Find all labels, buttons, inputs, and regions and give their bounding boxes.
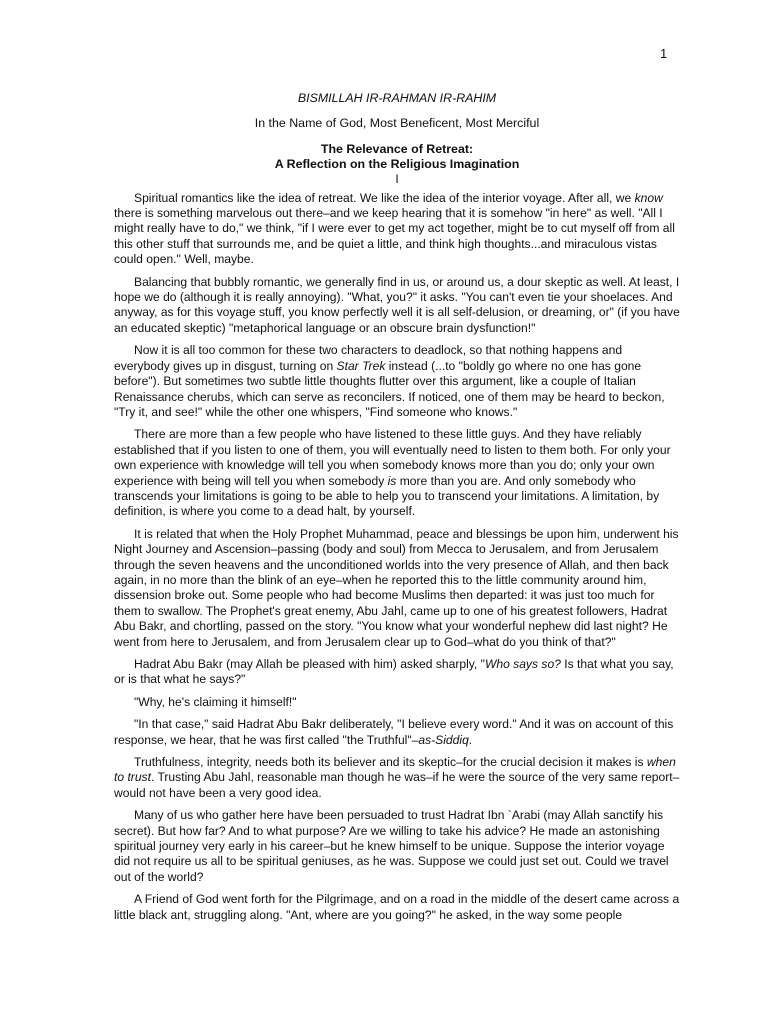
- body-paragraph: It is related that when the Holy Prophet Muhammad, peace and blessings be upon him, underwent his Night Journey and Ascension–passing (body and soul) from Mecca to Jerusalem, and from Jerusalem through the seven heavens and the unconditioned worlds into the very presence of Allah, and then back again, in no more than the blink of an eye–when he reported this to the little community around him, dissension broke out. Some people who had become Muslims then departed: it was just too much for them to swallow. The Prophet's great enemy, Abu Jahl, came up to one of his greatest followers, Hadrat Abu Bakr, and chortling, passed on the story. "You know what your wonderful nephew did last night? He went from here to Jerusalem, and from Jerusalem clear up to God–what do you think of that?": [114, 526, 679, 649]
- italic-emphasis: as-Siddiq: [418, 732, 469, 747]
- body-paragraph: There are more than a few people who have listened to these little guys. And they have reliably established that if you listen to one of them, you will eventually need to listen to them both. For only your own experience with knowledge will tell you when somebody knows more than you do; only your own experience with being will tell you when somebody is more than you are. And only somebody who transcends your limitations is going to be able to help you to transcend your limitations. A limitation, by definition, is where you come to a dead halt, by yourself.: [114, 427, 671, 519]
- italic-emphasis: Star Trek: [336, 358, 386, 373]
- italic-emphasis: Who says so?: [484, 657, 561, 671]
- italic-emphasis: is: [387, 473, 397, 488]
- bismillah-heading: BISMILLAH IR-RAHMAN IR-RAHIM: [297, 91, 497, 105]
- title-line-2: A Reflection on the Religious Imagination: [274, 157, 520, 172]
- body-paragraph: Truthfulness, integrity, needs both its believer and its skeptic–for the crucial decision it makes is when to trust. Trusting Abu Jahl, reasonable man though he was–if he were the source of the very same report–would not have been a very good idea.: [114, 755, 680, 800]
- body-paragraph: "In that case," said Hadrat Abu Bakr deliberately, "I believe every word." And it was on account of this response, we hear, that he was first called "the Truthful"–as-Siddiq.: [114, 717, 674, 747]
- body-paragraph: Many of us who gather here have been persuaded to trust Hadrat Ibn `Arabi (may Allah sanctify his secret). But how far? And to what purpose? Are we willing to take his advice? He made an astonishing spiritual journey very early in his career–but he knew himself to be unique. Suppose the interior voyage did not require us all to be spiritual geniuses, as he was. Suppose we could just set out. Could we travel out of the world?: [114, 808, 669, 884]
- page-number: 1: [660, 46, 668, 61]
- body-paragraph: A Friend of God went forth for the Pilgrimage, and on a road in the middle of the desert came across a little black ant, struggling along. "Ant, where are you going?" he asked, in the way some people: [114, 892, 680, 922]
- body-paragraph: Hadrat Abu Bakr (may Allah be pleased with him) asked sharply, "Who says so? Is that what you say, or is that what he says?": [114, 657, 674, 687]
- body-paragraph: Spiritual romantics like the idea of retreat. We like the idea of the interior voyage. After all, we know there is something marvelous out there–and we keep hearing that it is somehow "in here" as well. "All I might really have to do," we think, "if I were ever to get my act together, might be to cut myself off from all this other stuff that surrounds me, and be quiet a little, and think high thoughts...and miraculous vistas could open." Well, maybe.: [114, 190, 675, 267]
- italic-emphasis: know: [634, 190, 663, 205]
- body-paragraph: Now it is all too common for these two characters to deadlock, so that nothing happens and everybody gives up in disgust, turning on Star Trek instead (...to "boldly go where no one has gone before"). But sometimes two subtle little thoughts flutter over this argument, like a couple of Italian Renaissance cherubs, which can serve as reconcilers. If noticed, one of them may be heard to beckon, "Try it, and see!" while the other one whispers, "Find someone who knows.": [114, 343, 665, 419]
- section-numeral: I: [395, 171, 399, 186]
- document-body: [114, 91, 680, 930]
- body-paragraph: Balancing that bubbly romantic, we generally find in us, or around us, a dour skeptic as well. At least, I hope we do (although it is really annoying). "What, you?" it asks. "You can't even tie your shoelaces. And anyway, as for this voyage stuff, you know perfectly well it is all self-delusion, or dreaming, or" (if you have an educated skeptic) "metaphorical language or an obscure brain dysfunction!": [114, 274, 680, 335]
- invocation-subtitle: In the Name of God, Most Beneficent, Most Merciful: [254, 116, 540, 131]
- body-paragraph: "Why, he's claiming it himself!": [134, 694, 297, 709]
- title-line-1: The Relevance of Retreat:: [320, 141, 474, 156]
- italic-emphasis: when to trust: [114, 755, 676, 785]
- body-paragraphs: [114, 191, 680, 923]
